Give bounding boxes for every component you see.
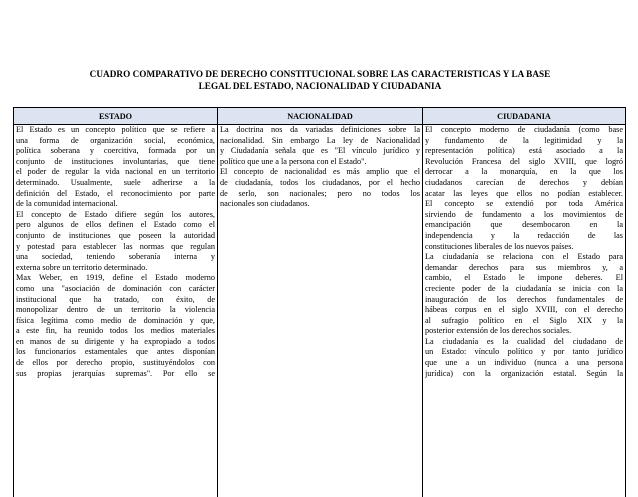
estado-text-line: una sociedad, teniendo soberanía interna y [16,252,215,263]
ciudadania-text-line: emancipación que desembocaron en la [425,220,623,231]
ciudadania-text-line: al sufragio político en el Siglo XIX y la [425,316,623,327]
nacionalidad-text-line: y Ciudadanía señala que es "El vínculo jurídico y [220,146,420,157]
header-estado: ESTADO [14,108,218,125]
ciudadania-text-line: Revolución Francesa del siglo XVIII, que logró [425,157,623,168]
estado-text-line: y potestad para establecer las normas que regulan [16,242,215,253]
ciudadania-text-line: ciudadanos carecían de derechos y debían [425,178,623,189]
nacionalidad-text-line: político que une a la persona con el Estado". [220,157,420,168]
nacionalidad-text-line: nacionales son ciudadanos. [220,199,420,210]
estado-text-line: El Estado es un concepto político que se refiere a [16,125,215,136]
ciudadania-text-line: que une a un individuo (nunca a una persona [425,358,623,369]
estado-text-line: los funcionarios estamentales que antes disponían [16,347,215,358]
ciudadania-text-line: cambio, el Estado le impone deberes. El [425,273,623,284]
estado-text-line: definición del Estado, el reconocimiento por parte [16,189,215,200]
document-title [60,68,580,92]
nacionalidad-text-line: de serlo, son nacionales; pero no todos los [220,189,420,200]
nacionalidad-text-line: nacionalidad. Sin embargo La ley de Nacionalidad [220,136,420,147]
table-body-row [14,125,626,497]
estado-text-line: conjunto de instituciones involuntarias, que tiene [16,157,215,168]
ciudadania-text-line: demandar derechos para sus miembros y, a [425,263,623,274]
comparison-table [13,107,626,497]
ciudadania-text-line: y fundamento de la legitimidad y la [425,136,623,147]
header-nacionalidad: NACIONALIDAD [218,108,423,125]
estado-text-line: a este fin, ha reunido todos los medios materiales [16,326,215,337]
ciudadania-text-line: representación política) está asociado a la [425,146,623,157]
estado-text-line: institucional que ha tratado, con éxito, de [16,295,215,306]
estado-text-line: externa sobre un territorio determinado. [16,263,215,274]
estado-text-line: en manos de su dirigente y ha expropiado a todos [16,337,215,348]
ciudadania-text-line: posterior extensión de los derechos sociales. [425,326,623,337]
estado-text-line: física legítima como medio de dominación y que, [16,316,215,327]
header-ciudadania: CIUDADANIA [423,108,626,125]
ciudadania-text-line: sirviendo de fundamento a los movimientos de [425,210,623,221]
ciudadania-text-line: constituciones liberales de los nuevos países. [425,242,623,253]
estado-text-line: de la comunidad internacional. [16,199,215,210]
ciudadania-text-line: inauguración de los derechos fundamentales de [425,295,623,306]
ciudadania-text-line: independencia y la redacción de las [425,231,623,242]
estado-text-line: como una "asociación de dominación con carácter [16,284,215,295]
ciudadania-text-line: hábeas corpus en el siglo XVIII, con el derecho [425,305,623,316]
ciudadania-text-line: La ciudadanía se relaciona con el Estado para [425,252,623,263]
title-line-1: CUADRO COMPARATIVO DE DERECHO CONSTITUCIONAL SOBRE LAS CARACTERISTICAS Y LA BASE [60,68,580,80]
nacionalidad-text-line: La doctrina nos da variadas definiciones sobre la [220,125,420,136]
ciudadania-text-line: derrocar a la monarquía, en la que los [425,167,623,178]
estado-text-line: determinado. Usualmente, suele adherirse a la [16,178,215,189]
estado-text-line: El concepto de Estado difiere según los autores, [16,210,215,221]
ciudadania-cell [423,125,626,497]
estado-cell [14,125,218,497]
estado-text-line: pero algunos de ellos definen el Estado como el [16,220,215,231]
nacionalidad-cell [218,125,423,497]
estado-text-line: monopolizar dentro de un territorio la violencia [16,305,215,316]
table-header-row [14,108,626,125]
estado-text-line: el poder de regular la vida nacional en un territorio [16,167,215,178]
nacionalidad-text-line: El concepto de nacionalidad es más amplio que el [220,167,420,178]
ciudadania-text-line: La ciudadanía es la cualidad del ciudadano de [425,337,623,348]
ciudadania-text-line: acatar las leyes que ellos no podían establecer. [425,189,623,200]
title-line-2: LEGAL DEL ESTADO, NACIONALIDAD Y CIUDADANIA [60,80,580,92]
estado-text-line: Max Weber, en 1919, define el Estado moderno [16,273,215,284]
estado-text-line: de ellos por derecho propio, sustituyéndolos con [16,358,215,369]
estado-text-line: una forma de organización social, económica, [16,136,215,147]
ciudadania-text-line: El concepto se extendió por toda América [425,199,623,210]
ciudadania-text-line: creciente poder de la ciudadanía se inicia con la [425,284,623,295]
ciudadania-text-line: un Estado: vínculo político y por tanto jurídico [425,347,623,358]
ciudadania-text-line: El concepto moderno de ciudadanía (como base [425,125,623,136]
nacionalidad-text-line: de ciudadanía, todos los ciudadanos, por el hecho [220,178,420,189]
estado-text-line: política soberana y coercitiva, formada por un [16,146,215,157]
estado-text-line: sus propias jerarquías supremas". Por ello se [16,369,215,380]
ciudadania-text-line: jurídica) con la organización estatal. Según la [425,369,623,380]
estado-text-line: conjunto de instituciones que poseen la autoridad [16,231,215,242]
